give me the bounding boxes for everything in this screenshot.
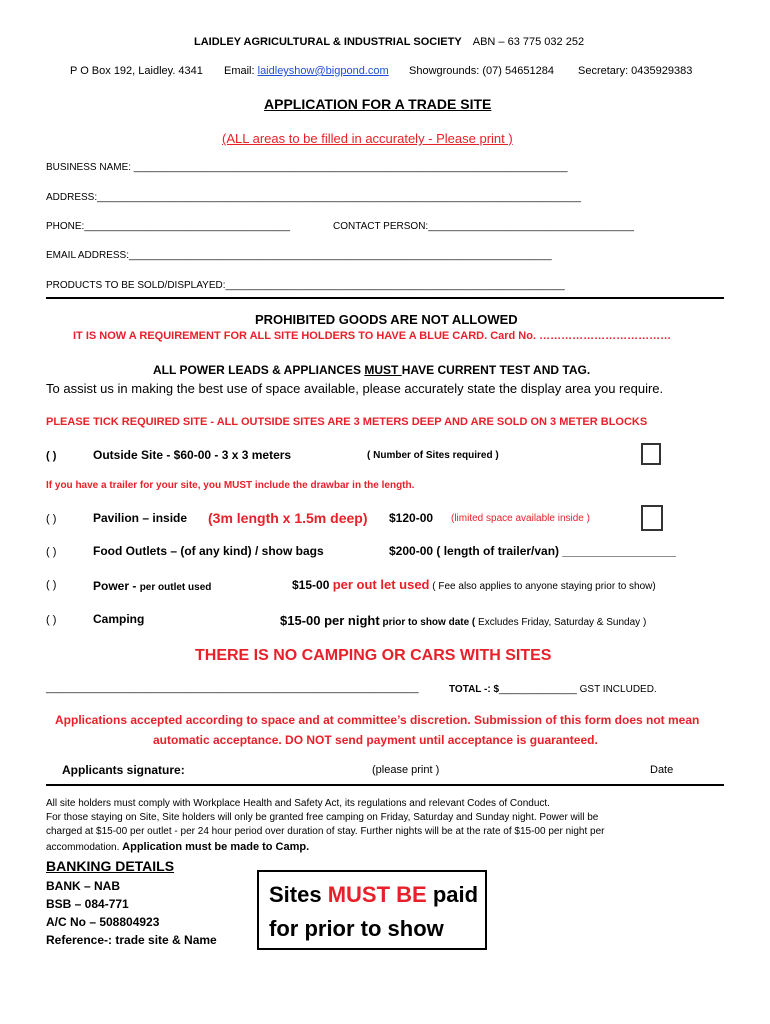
outside-site-label: Outside Site - $60-00 - 3 x 3 meters <box>93 448 292 462</box>
footer-line-1: All site holders must comply with Workplace Health and Safety Act, its regulations and relevant Codes of Conduct. <box>46 798 550 809</box>
food-outlets-label: Food Outlets – (of any kind) / show bags <box>93 544 324 558</box>
address-field[interactable]: ADDRESS:_______________________________________________________________________________________ <box>46 192 581 203</box>
gst-included: GST INCLUDED. <box>576 684 657 695</box>
showgrounds-phone: Showgrounds: (07) 54651284 <box>409 65 554 77</box>
blue-card-notice[interactable]: IT IS NOW A REQUIREMENT FOR ALL SITE HOLDERS TO HAVE A BLUE CARD. Card No. ……………………………… <box>73 330 672 342</box>
pavilion-checkbox[interactable] <box>641 505 663 531</box>
org-name: LAIDLEY AGRICULTURAL & INDUSTRIAL SOCIETY <box>194 36 462 48</box>
outside-sites-count-box[interactable] <box>641 443 661 465</box>
tick-instruction: PLEASE TICK REQUIRED SITE - ALL OUTSIDE SITES ARE 3 METERS DEEP AND ARE SOLD ON 3 METER BLOCKS <box>46 416 648 428</box>
email-link[interactable]: laidleyshow@bigpond.com <box>257 65 389 77</box>
bank-reference: Reference-: trade site & Name <box>46 933 217 947</box>
products-field[interactable]: PRODUCTS TO BE SOLD/DISPLAYED:_____________________________________________________________ <box>46 280 565 291</box>
camping-price-group <box>280 612 646 630</box>
outside-site-note: ( Number of Sites required ) <box>367 450 499 461</box>
pavilion-label: Pavilion – inside <box>93 511 188 525</box>
email-line <box>224 65 389 77</box>
power-per-outlet: per outlet used <box>139 582 212 593</box>
footer-line-2: For those staying on Site, Site holders will only be granted free camping on Friday, Saturday and Sunday night. Power will be <box>46 812 599 823</box>
total-line <box>449 684 657 695</box>
total-label: TOTAL -: $ <box>449 684 499 695</box>
pavilion-tick[interactable]: ( ) <box>46 513 57 525</box>
abn: ABN – 63 775 032 252 <box>472 36 585 48</box>
trailer-note: If you have a trailer for your site, you MUST include the drawbar in the length. <box>46 480 415 491</box>
payment-notice-line-1: Sites MUST BE paid <box>269 882 479 907</box>
food-tick[interactable]: ( ) <box>46 546 57 558</box>
total-underline: ___________________________________________________________________ <box>46 683 419 694</box>
footer-line-3: charged at $15-00 per outlet - per 24 hour period over duration of stay. Further nights will be at the rate of $15-00 per night per <box>46 826 605 837</box>
camping-prior: prior to show date ( <box>379 617 476 628</box>
payment-notice-line-2: for prior to show <box>269 916 444 941</box>
secretary-phone: Secretary: 0435929383 <box>578 65 693 77</box>
form-title: APPLICATION FOR A TRADE SITE <box>264 96 492 112</box>
power-label-group <box>93 577 211 595</box>
applicant-signature-label: Applicants signature: <box>62 763 185 777</box>
pavilion-size: (3m length x 1.5m deep) <box>208 510 368 526</box>
date-label: Date <box>650 764 674 776</box>
payment-notice-box <box>257 870 487 950</box>
total-blank[interactable]: ______________ <box>499 684 577 695</box>
power-leads-notice: ALL POWER LEADS & APPLIANCES MUST HAVE CURRENT TEST AND TAG. <box>153 363 591 377</box>
applications-line-1: Applications accepted according to space and at committee’s discretion. Submission of this form does not mean <box>55 713 700 727</box>
business-name-field[interactable]: BUSINESS NAME: ______________________________________________________________________________ <box>46 162 568 173</box>
phone-field[interactable]: PHONE:_____________________________________ <box>46 221 291 232</box>
outside-tick[interactable]: ( ) <box>46 450 57 462</box>
bank-name: BANK – NAB <box>46 879 121 893</box>
must-text: MUST <box>364 363 402 377</box>
pavilion-price: $120-00 <box>389 511 434 525</box>
power-label: Power - <box>93 579 140 593</box>
camping-label: Camping <box>93 612 145 626</box>
camping-price: $15-00 per night <box>280 613 380 628</box>
divider <box>46 297 724 299</box>
banking-title: BANKING DETAILS <box>46 858 175 874</box>
power-per-outlet-red: per out let used <box>332 577 430 592</box>
email-label: Email: <box>224 65 255 77</box>
signature-line[interactable] <box>46 784 724 786</box>
po-box: P O Box 192, Laidley. 4341 <box>70 65 203 77</box>
power-price: $15-00 <box>292 578 333 592</box>
footer-line-4: accommodation. Application must be made to Camp. <box>46 841 310 853</box>
bank-bsb: BSB – 084-771 <box>46 897 129 911</box>
camping-tick[interactable]: ( ) <box>46 614 57 626</box>
power-tick[interactable]: ( ) <box>46 579 57 591</box>
prohibited-notice: PROHIBITED GOODS ARE NOT ALLOWED <box>255 312 518 327</box>
power-price-group <box>292 577 656 592</box>
pavilion-note: (limited space available inside ) <box>451 513 590 524</box>
contact-person-field[interactable]: CONTACT PERSON:_____________________________________ <box>333 221 634 232</box>
food-outlets-price[interactable]: $200-00 ( length of trailer/van) _________________ <box>389 544 676 558</box>
email-address-field[interactable]: EMAIL ADDRESS:____________________________________________________________________________ <box>46 250 552 261</box>
no-camping-heading: THERE IS NO CAMPING OR CARS WITH SITES <box>195 647 552 664</box>
org-header <box>194 36 584 48</box>
form-subtitle: (ALL areas to be filled in accurately - Please print ) <box>222 131 513 146</box>
camping-note: Excludes Friday, Saturday & Sunday ) <box>475 617 647 628</box>
power-note: ( Fee also applies to anyone staying prior to show) <box>429 581 656 592</box>
please-print: (please print ) <box>372 764 440 776</box>
camp-application-note: Application must be made to Camp. <box>122 841 310 853</box>
bank-account: A/C No – 508804923 <box>46 915 160 929</box>
assist-text: To assist us in making the best use of space available, please accurately state the display area you require. <box>46 381 664 396</box>
applications-line-2: automatic acceptance. DO NOT send payment until acceptance is guaranteed. <box>153 733 598 747</box>
